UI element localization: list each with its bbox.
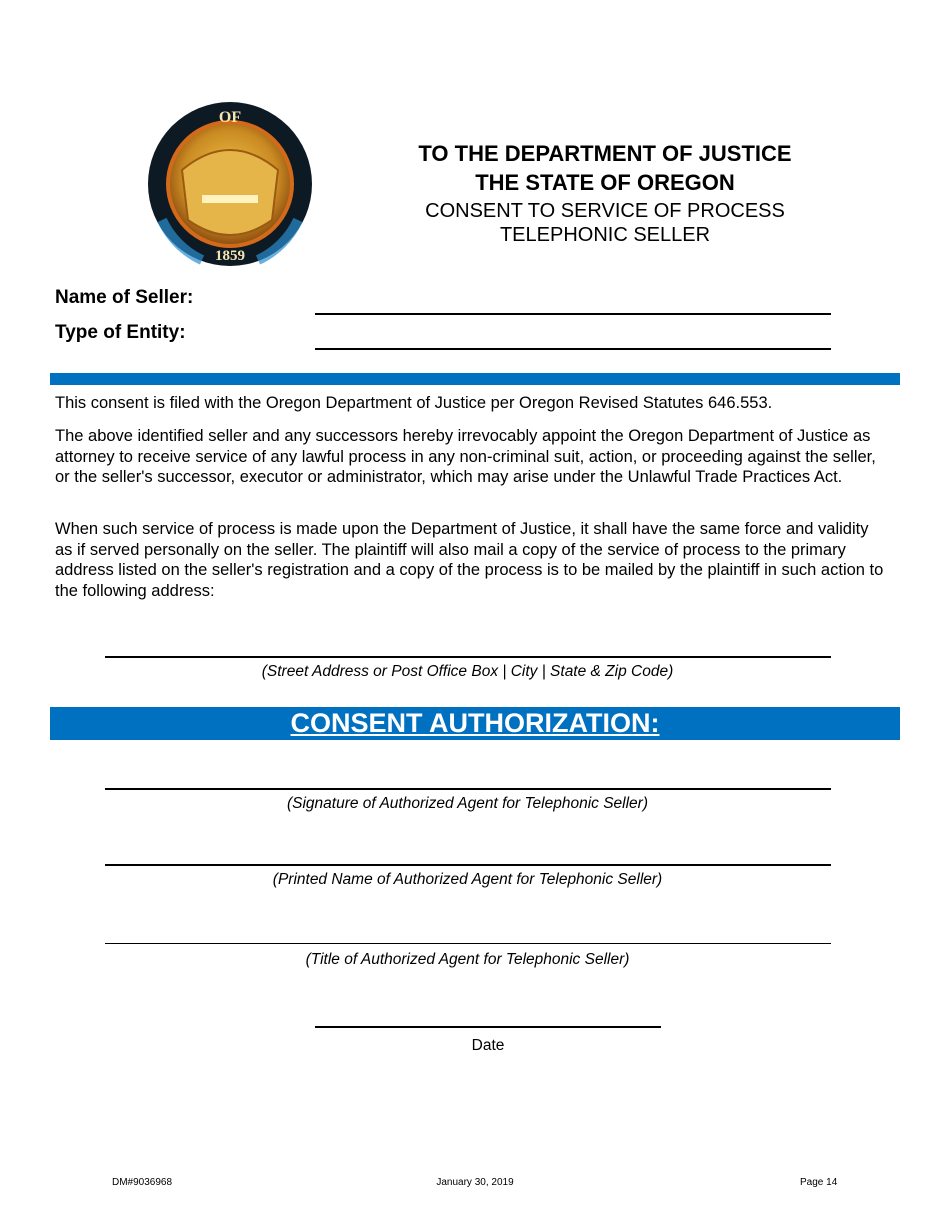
printed-name-field[interactable] [105,864,831,866]
paragraph-appointment: The above identified seller and any successors hereby irrevocably appoint the Oregon Department of Justice as attorney to receive service of any lawful process in any non-criminal suit, action, or proceeding against the seller, or the seller's successor, executor or administrator, which may arise under the Unlawful Trade Practices Act. [55,427,876,486]
svg-text:1859: 1859 [215,248,245,264]
paragraph-service: When such service of process is made upon the Department of Justice, it shall have the same force and validity as if served personally on the seller. The plaintiff will also mail a copy of the service of process to the primary address listed on the seller's registration and a copy of the process is to be mailed by the plaintiff in such action to the following address: [55,520,884,600]
name-of-seller-field[interactable] [315,313,831,315]
footer-page-number: Page 14 [800,1177,838,1188]
title-caption: (Title of Authorized Agent for Telephonic Seller) [305,951,630,968]
footer-doc-id: DM#9036968 [112,1177,173,1188]
header-line-2: THE STATE OF OREGON [475,170,735,195]
signature-caption: (Signature of Authorized Agent for Telephonic Seller) [286,795,649,812]
footer-date: January 30, 2019 [436,1177,514,1188]
header-line-3: CONSENT TO SERVICE OF PROCESS [425,200,785,222]
signature-field[interactable] [105,788,831,790]
date-caption: Date [471,1037,505,1054]
section-divider-bar [50,373,900,385]
type-of-entity-field[interactable] [315,348,831,350]
header-line-4: TELEPHONIC SELLER [499,224,711,246]
printed-name-caption: (Printed Name of Authorized Agent for Telephonic Seller) [272,871,663,888]
svg-text:OF: OF [218,109,242,126]
address-caption: (Street Address or Post Office Box | City | State & Zip Code) [261,663,674,680]
name-of-seller-label: Name of Seller: [55,287,194,308]
consent-banner [50,707,900,740]
header-line-1: TO THE DEPARTMENT OF JUSTICE [418,141,792,166]
state-seal-logo [142,100,322,270]
type-of-entity-label: Type of Entity: [55,322,186,343]
consent-banner-title: CONSENT AUTHORIZATION: [290,708,660,738]
date-field[interactable] [315,1026,661,1028]
paragraph-statute: This consent is filed with the Oregon Department of Justice per Oregon Revised Statutes 646.553. [55,394,773,412]
address-field[interactable] [105,656,831,658]
title-field[interactable] [105,943,831,944]
